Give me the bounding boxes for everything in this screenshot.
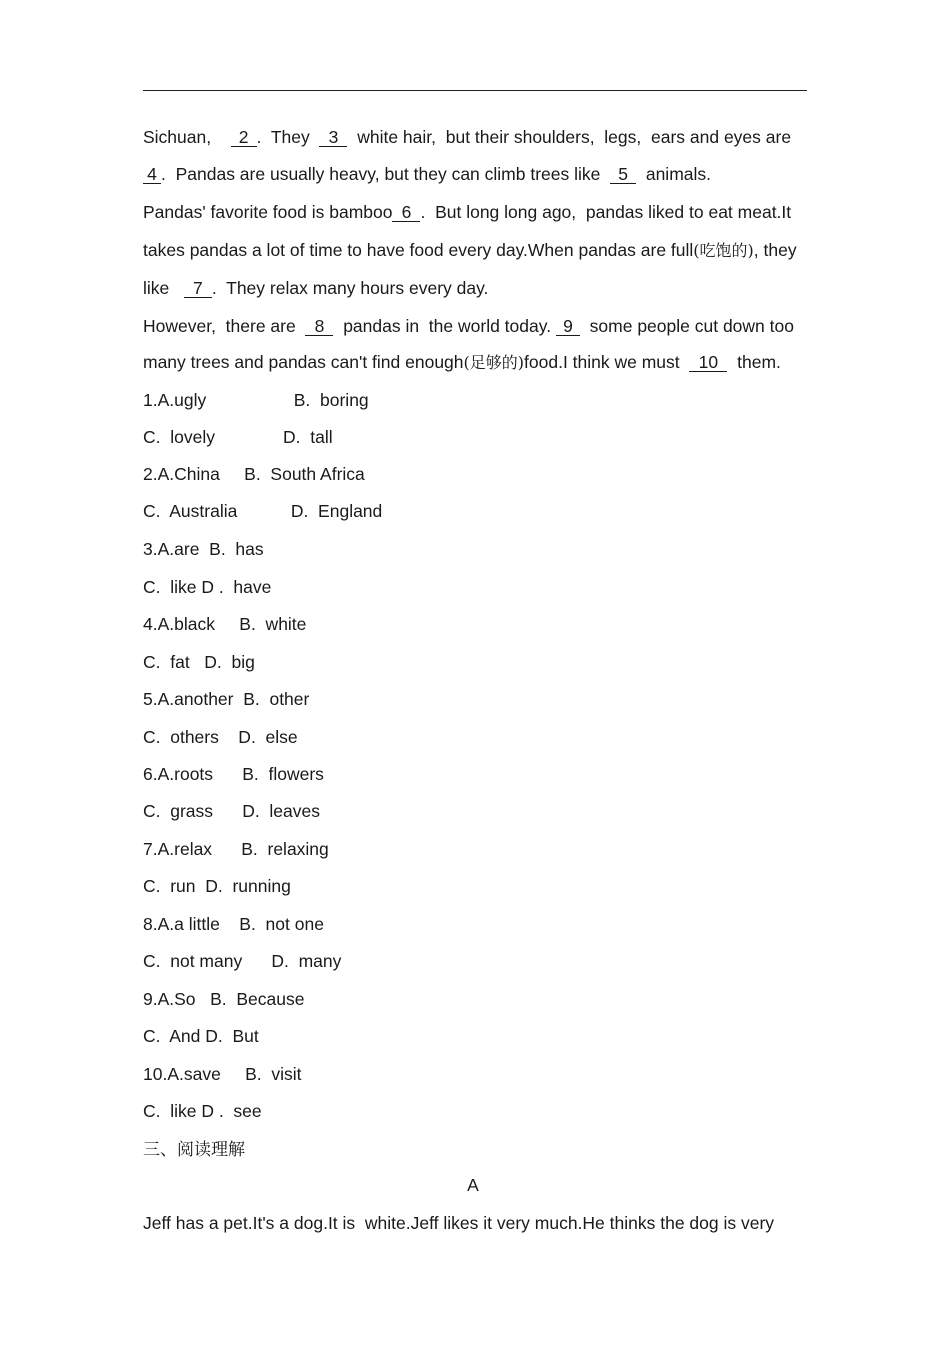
blank-6[interactable]: 6 xyxy=(392,203,420,222)
option-line: C. fat D. big xyxy=(143,652,255,672)
text: many trees and pandas can't find enough xyxy=(143,352,464,372)
blank-7[interactable]: 7 xyxy=(184,279,212,298)
option-line: 5.A.another B. other xyxy=(143,689,310,709)
text: However, there are xyxy=(143,316,296,336)
text: but they can climb trees like xyxy=(384,164,601,184)
reading-first-line: Jeff has a pet.It's a dog.It is white.Jeff likes it very much.He thinks the dog is very xyxy=(143,1213,775,1233)
text: , they xyxy=(753,240,797,260)
text: . They relax many hours every day. xyxy=(211,278,489,298)
text: . But long long ago, pandas liked to eat meat.It xyxy=(420,202,792,222)
blank-9[interactable]: 9 xyxy=(556,317,580,336)
text: . Pandas are usually heavy, xyxy=(161,164,380,184)
blank-3[interactable]: 3 xyxy=(319,128,347,147)
option-line: C. Australia D. England xyxy=(143,501,383,521)
passage-line-6 xyxy=(143,315,794,337)
passage-line-2 xyxy=(143,163,711,185)
option-line: 9.A.So B. Because xyxy=(143,989,305,1009)
text: . They xyxy=(256,127,310,147)
option-line: 3.A.are B. has xyxy=(143,539,264,559)
option-line: C. And D. But xyxy=(143,1026,259,1046)
option-line: C. others D. else xyxy=(143,727,298,747)
text: some people cut down too xyxy=(589,316,794,336)
text: them. xyxy=(737,352,781,372)
option-line: 6.A.roots B. flowers xyxy=(143,764,324,784)
option-line: 4.A.black B. white xyxy=(143,614,307,634)
option-line: C. run D. running xyxy=(143,876,291,896)
option-line: C. like D . see xyxy=(143,1101,262,1121)
passage-label: A xyxy=(467,1175,479,1195)
blank-5[interactable]: 5 xyxy=(610,165,636,184)
passage-line-7 xyxy=(143,351,781,374)
text: food.I think we must xyxy=(524,352,680,372)
text: takes pandas a lot of time to have food every day.When pandas are full xyxy=(143,240,694,260)
option-line: C. lovely D. tall xyxy=(143,427,333,447)
section-title: 三、阅读理解 xyxy=(143,1140,245,1160)
option-line: C. not many D. many xyxy=(143,951,342,971)
option-line: 7.A.relax B. relaxing xyxy=(143,839,329,859)
option-line: 2.A.China B. South Africa xyxy=(143,464,365,484)
option-line: 8.A.a little B. not one xyxy=(143,914,324,934)
option-line: 10.A.save B. visit xyxy=(143,1064,302,1084)
text: Pandas' favorite food is bamboo xyxy=(143,202,393,222)
text: white hair, but their shoulders, legs, ears and eyes are xyxy=(357,127,792,147)
text: animals. xyxy=(645,164,712,184)
text: like xyxy=(143,278,170,298)
blank-4[interactable]: 4 xyxy=(143,165,161,184)
option-line: 1.A.ugly B. boring xyxy=(143,390,369,410)
blank-2[interactable]: 2 xyxy=(231,128,257,147)
passage-line-1 xyxy=(143,126,791,148)
blank-8[interactable]: 8 xyxy=(305,317,333,336)
chinese-gloss: (足够的) xyxy=(463,353,525,372)
blank-10[interactable]: 10 xyxy=(689,353,727,372)
passage-line-3 xyxy=(143,201,791,223)
passage-line-5 xyxy=(143,277,488,299)
text: Sichuan, xyxy=(143,127,212,147)
text: pandas in the world today. xyxy=(343,316,552,336)
passage-line-4 xyxy=(143,239,797,262)
chinese-gloss: (吃饱的) xyxy=(693,241,754,260)
option-line: C. like D . have xyxy=(143,577,272,597)
header-rule xyxy=(143,90,807,91)
option-line: C. grass D. leaves xyxy=(143,801,320,821)
